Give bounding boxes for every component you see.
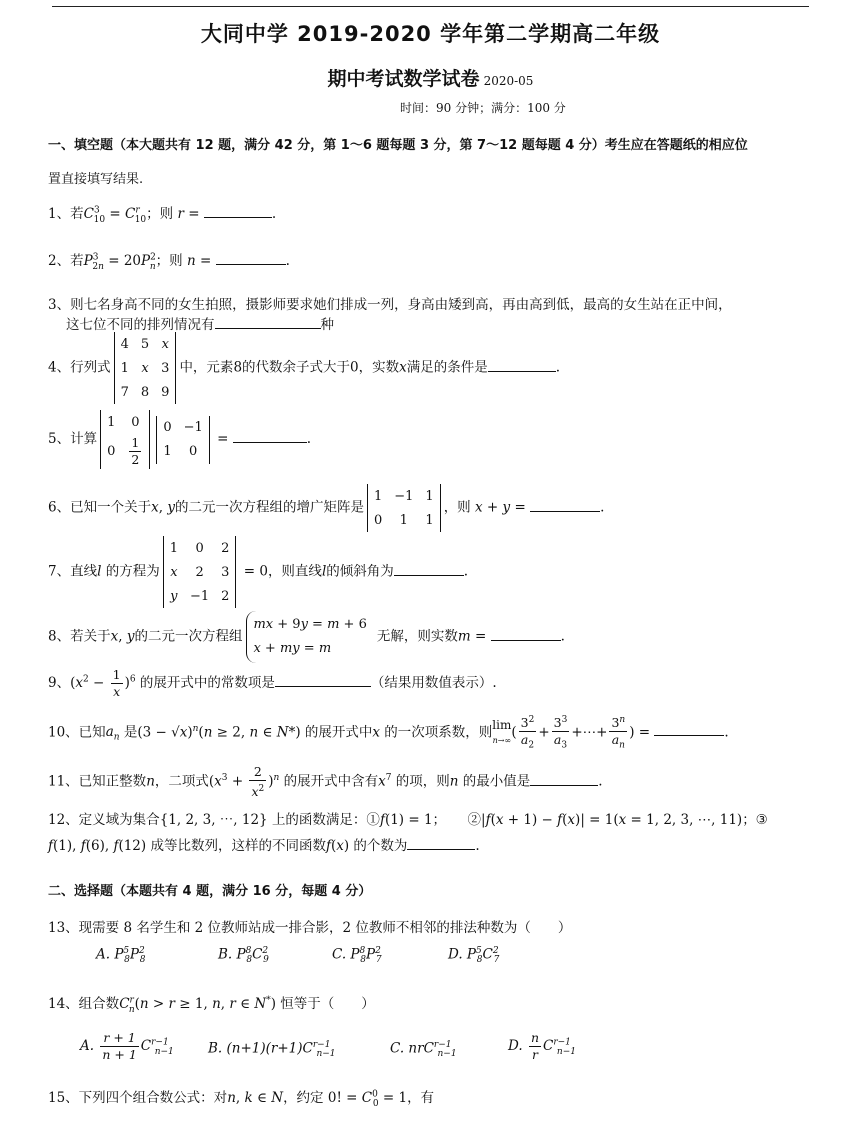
answer-blank-6[interactable]	[530, 499, 600, 512]
question-12-cont: f(1), f(6), f(12) 成等比数列，这样的不同函数f(x) 的个数为 .	[48, 838, 480, 854]
answer-blank-1[interactable]	[204, 205, 272, 218]
exam-date: 2020-05	[483, 74, 534, 88]
question-4: 4、行列式 4 5 x 1 x 3 7 8 9 中，元素8的代数余子式大于0，实数x满足的条件是 .	[48, 332, 560, 404]
q13-option-b[interactable]: B. $P^8_8C^2_9$	[218, 946, 269, 966]
answer-blank-2[interactable]	[216, 252, 286, 265]
top-rule	[52, 6, 809, 7]
q13-option-c[interactable]: C. $P^8_8P^2_7$	[332, 946, 382, 966]
question-7: 7、直线l 的方程为 1 0 2 x 2 3 y −1 2 = 0，则直线l的倾斜角为 .	[48, 536, 468, 608]
answer-blank-4[interactable]	[488, 359, 556, 372]
question-1: 1、若$C^3_{10} = C^r_{10}$；则 r = .	[48, 205, 277, 225]
q13-option-d[interactable]: D. $P^5_8C^2_7$	[448, 946, 500, 966]
question-11: 11、已知正整数n，二项式($x^3$ + $\frac{2}{x^2}$ )$^n$ 的展开式中含有$x^7$ 的项，则n 的最小值是 .	[48, 764, 603, 800]
question-3: 3、则七名身高不同的女生拍照，摄影师要求她们排成一列，身高由矮到高，再由高到低，最高的女生站在正中间，	[48, 297, 732, 313]
answer-blank-11[interactable]	[530, 773, 598, 786]
question-9: 9、($x^2$ − $\frac{1}{x}$ )$^6$ 的展开式中的常数项是 （结果用数值表示）.	[48, 667, 497, 699]
answer-blank-8[interactable]	[491, 628, 561, 641]
exam-title: 大同中学 2019-2020 学年第二学期高二年级	[200, 22, 661, 46]
section-1-heading: 一、填空题（本大题共有 12 题，满分 42 分，第 1～6 题每题 3 分，第 7～12 题每题 4 分）考生应在答题纸的相应位	[48, 138, 748, 153]
question-6: 6、已知一个关于x, y的二元一次方程组的增广矩阵是 1 −1 1 0 1 1 ，则 x + y = .	[48, 484, 604, 532]
question-3-cont: 这七位不同的排列情况有 种	[66, 317, 334, 333]
question-14: 14、组合数$C^r_n(n > r \ge 1$, n, r ∈ N*) 恒等于（ ）	[48, 995, 375, 1015]
section-1-heading-cont: 置直接填写结果.	[48, 172, 144, 187]
q14-option-d[interactable]: D. $\frac{n}{r}$ $C^{r-1}_{n-1}$	[508, 1030, 576, 1062]
question-10: 10、已知$a_n$ 是$(3 - √x)^n(n \ge 2$, n ∈ N*) 的展开式中x 的一次项系数，则lim n→∞( $\frac{3^2}{a_2}$ + $\frac{3^3}{a_3}$ +⋯+ $\frac{3^n}{a_n}$ ) = .	[48, 712, 729, 754]
question-13: 13、现需要 8 名学生和 2 位教师站成一排合影，2 位教师不相邻的排法种数为（ ）	[48, 920, 572, 936]
answer-blank-7[interactable]	[394, 563, 464, 576]
q14-option-a[interactable]: A. $\frac{r + 1}{n + 1}$ $C^{r-1}_{n-1}$	[80, 1030, 174, 1062]
answer-blank-5[interactable]	[233, 430, 307, 443]
question-12: 12、定义域为集合{1, 2, 3, ⋯, 12} 上的函数满足：①f(1) = 1； ②|f(x + 1) − f(x)| = 1(x = 1, 2, 3, ⋯, 11)；③	[48, 812, 768, 828]
answer-blank-12[interactable]	[407, 837, 475, 850]
question-5: 5、计算 1 0 0 $\frac{1}{2}$ 0 −1 1 0 = .	[48, 410, 311, 469]
q14-option-b[interactable]: B. $(n+1)(r+1)C^{r-1}_{n-1}$	[208, 1040, 336, 1060]
question-15: 15、下列四个组合数公式：对n, k ∈ N，约定 0! = $C^0_0 = 1$，有	[48, 1089, 435, 1109]
question-8: 8、若关于x, y的二元一次方程组mx + 9y = m + 6 x + my = m无解，则实数m = .	[48, 611, 565, 663]
exam-subtitle: 期中考试数学试卷 2020-05	[327, 68, 534, 90]
exam-meta: 时间：90 分钟；满分：100 分	[400, 101, 566, 115]
answer-blank-3[interactable]	[215, 316, 321, 329]
section-2-heading: 二、选择题（本题共有 4 题，满分 16 分，每题 4 分）	[48, 884, 372, 899]
answer-blank-9[interactable]	[275, 674, 371, 687]
q14-option-c[interactable]: C. nrC$^{r-1}_{n-1}$	[390, 1040, 457, 1060]
question-2: 2、若$P^3_{2n} = 20P^2_n$；则 n = .	[48, 252, 290, 272]
answer-blank-10[interactable]	[654, 723, 724, 736]
q13-option-a[interactable]: A. $P^5_8P^2_8$	[96, 946, 146, 966]
